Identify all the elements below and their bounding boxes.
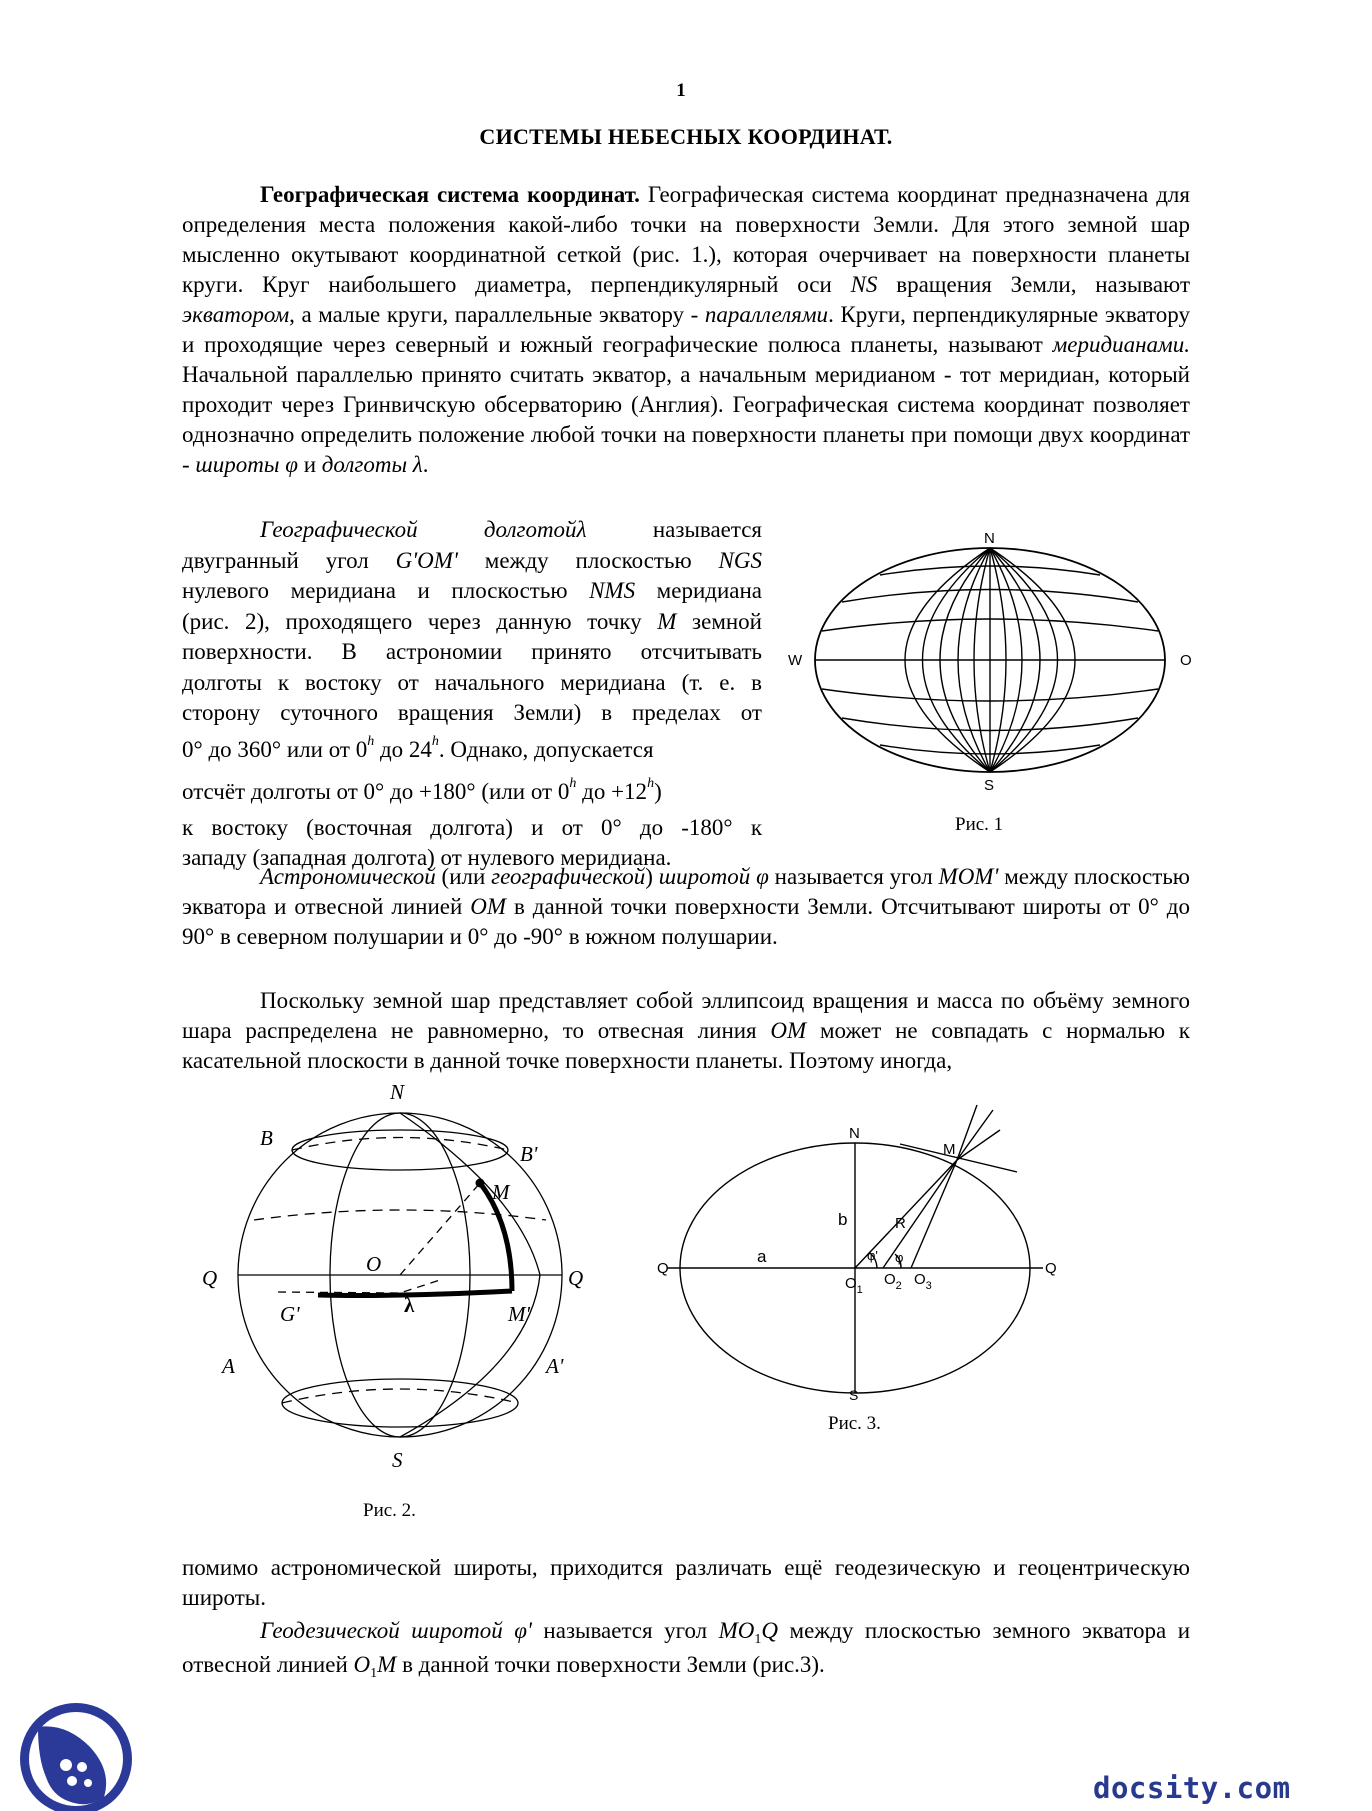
fig3-label-m: M — [943, 1141, 956, 1158]
fig2-label-a: A — [222, 1354, 235, 1378]
fig2-label-q-right: Q — [568, 1266, 584, 1290]
figure-1-caption: Рис. 1 — [955, 814, 1004, 835]
fig2-label-m: M — [492, 1180, 510, 1204]
fig3-label-o3: $O_3$ — [914, 1271, 932, 1292]
fig2-label-b-prime: B' — [520, 1142, 538, 1166]
figure-2-sphere — [190, 1075, 610, 1515]
figure-3-ellipse — [655, 1100, 1057, 1403]
fig3-label-phi: φ — [895, 1250, 904, 1265]
page-number: 1 — [676, 80, 686, 101]
docsity-logo-icon[interactable] — [16, 1697, 136, 1811]
paragraph-ellipsoid: Поскольку земной шар представляет собой эллипсоид вращения и масса по объёму земного шара распределена не равномерно, то отвесная линия OM может не совпадать с нормалью к касательной плоскости в данной точке поверхности планеты. Поэтому иногда, — [182, 988, 1190, 1073]
paragraph-geodetic-latitude: Геодезической широтой φ' называется угол $MO_1Q$ между плоскостью земного экватора и отвесной линией $O_1M$ в данной точки поверхности Земли (рис.3). — [182, 1618, 1190, 1681]
fig1-label-o: O — [1180, 652, 1192, 669]
figure-2-caption: Рис. 2. — [363, 1500, 416, 1521]
fig3-label-n: N — [849, 1125, 860, 1142]
paragraph-astronomic-latitude: Астрономической (или географической) широтой φ называется угол MOM' между плоскостью экватора и отвесной линией OM в данной точки поверхности Земли. Отсчитывают широты от 0° до 90° в северном полушарии и 0° до -90° в южном полушарии. — [182, 864, 1190, 949]
fig3-label-a: a — [757, 1247, 767, 1266]
fig3-label-o2: $O_2$ — [884, 1271, 902, 1292]
paragraph-other-latitudes: помимо астрономической широты, приходится различать ещё геодезическую и геоцентрическую широты. — [182, 1555, 1190, 1610]
fig3-label-q-right: Q — [1045, 1260, 1057, 1277]
fig3-label-r: R — [895, 1215, 906, 1232]
fig2-label-m-prime: M' — [508, 1302, 530, 1326]
paragraph-longitude: Географической долготойλ называется двугранный угол G'OM' между плоскостью NGS нулевого меридиана и плоскостью NMS меридиана (рис. 2), проходящего через данную точку M земной поверхности. В астрономии принято отсчитывать долготы к востоку от начального меридиана (т. е. в сторону суточного вращения Земли) в пределах от 0° до 360° или от 0$^h$ до 24$^h$. Однако, допускается отсчёт долготы от 0° до +180° (или от 0$^h$ до $+12^h$) к востоку (восточная долгота) и от 0° до -180° к западу (западная долгота) от нулевого меридиана. — [182, 517, 762, 870]
figure-1-globe-grid — [780, 525, 1200, 795]
fig1-label-w: W — [788, 652, 803, 669]
fig3-label-phi-prime: φ' — [867, 1248, 878, 1263]
fig2-label-lambda: λ — [404, 1293, 415, 1317]
fig2-label-s: S — [392, 1448, 403, 1472]
docsity-brand-link[interactable]: docsity.com — [1093, 1771, 1291, 1805]
fig3-label-o1: $O_1$ — [845, 1275, 863, 1296]
fig2-label-b: B — [260, 1126, 273, 1150]
fig2-label-a-prime: A' — [546, 1354, 564, 1378]
fig3-label-s: S — [849, 1387, 859, 1403]
fig2-label-n: N — [390, 1080, 405, 1104]
fig2-label-q-left: Q — [202, 1266, 218, 1290]
figure-3-caption: Рис. 3. — [828, 1413, 881, 1434]
fig2-label-g-prime: G' — [280, 1302, 300, 1326]
fig3-label-b: b — [838, 1210, 848, 1229]
fig1-label-n: N — [984, 530, 995, 547]
fig2-label-o: O — [366, 1252, 382, 1276]
fig1-label-s: S — [984, 777, 995, 794]
fig3-label-q-left: Q — [657, 1260, 669, 1277]
paragraph-geographic-system: Географическая система координат. Географическая система координат предназначена для определения места положения какой-либо точки на поверхности Земли. Для этого земной шар мысленно окутывают координатной сеткой (рис. 1.), которая очерчивает на поверхности планеты круги. Круг наибольшего диаметра, перпендикулярный оси NS вращения Земли, называют экватором, а малые круги, параллельные экватору - параллелями. Круги, перпендикулярные экватору и проходящие через северный и южный географические полюса планеты, называют меридианами. Начальной параллелью принято считать экватор, а начальным меридианом - тот меридиан, который проходит через Гринвичскую обсерваторию (Англия). Географическая система координат позволяет однозначно определить положение любой точки на поверхности планеты при помощи двух координат - широты φ и долготы λ. — [182, 182, 1190, 477]
page-title: СИСТЕМЫ НЕБЕСНЫХ КООРДИНАТ. — [479, 124, 893, 149]
